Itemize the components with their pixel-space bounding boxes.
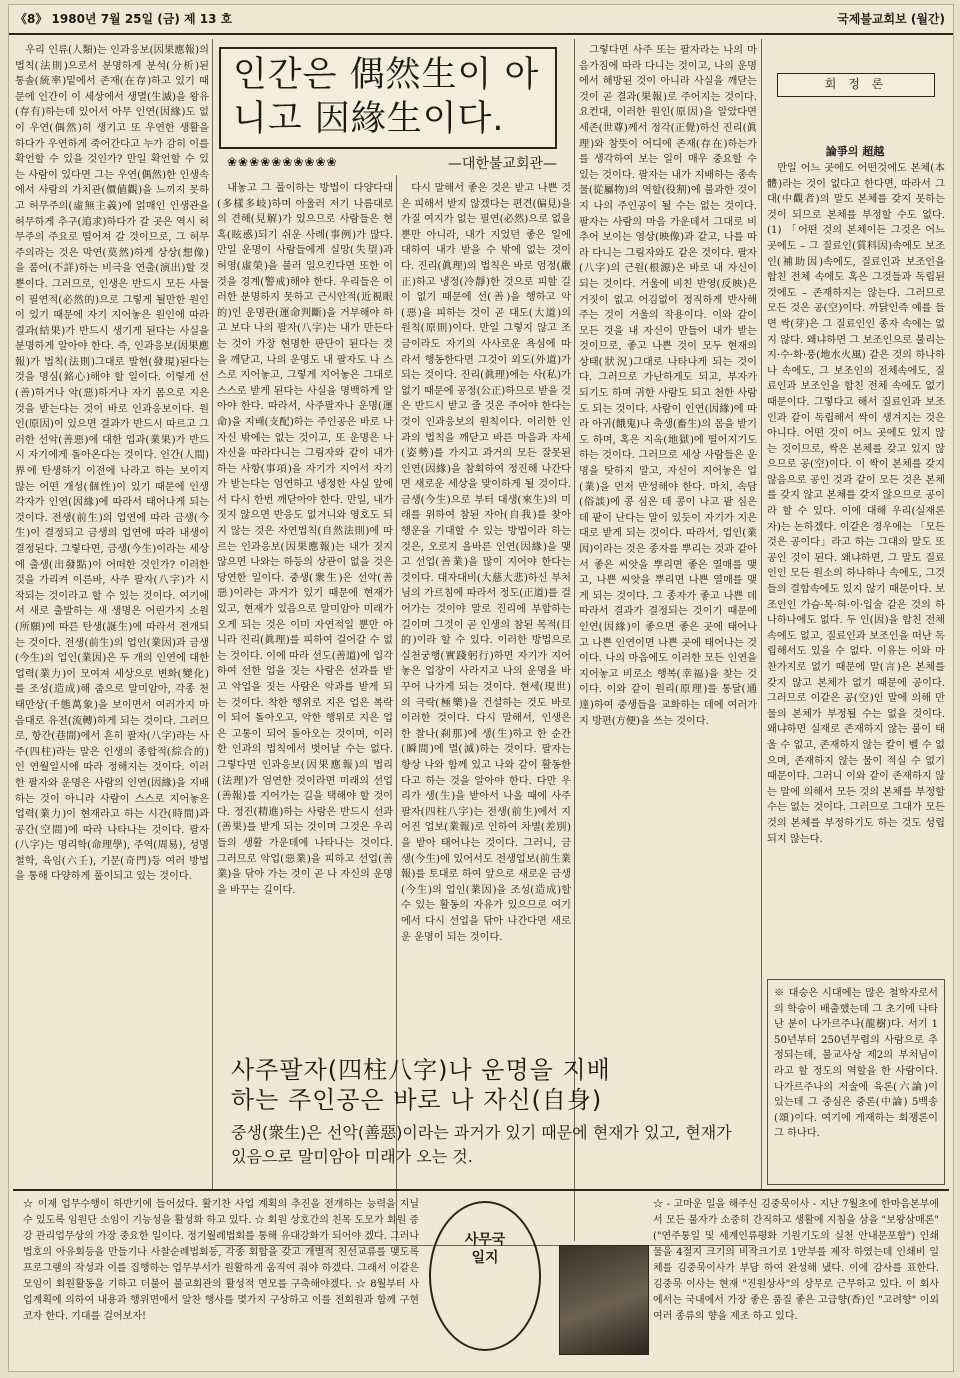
essay-column-title: 회 정 론 <box>777 73 935 97</box>
bottom-left-notes: ☆ 이제 업무수행이 하반기에 들어섰다. 활기찬 사업 계획의 추진을 전개하는 능력을 지닐 수 있도록 임원단 소임이 기능성을 활성화 하고 있다. ☆ 회원 상호간의 친목 도모가 회원 증강 관리업무상의 가장 중요한 일이다. 정기월례법회를 통해 유대강화가 되어야 겠다. 그러나 법호의 아유회등을 만들기나 사찰순례법회등, 각종 회합을 갖고 개별적 친선교류를 맺도록 프로그램의 작성과 이를 집행하는 업무부서가 원활하게 움직여 줘야 하겠다. 그래서 이같은 모임이 회원활동을 기하고 더불어 불교회관의 활성적 면모를 구축해야겠다. ☆ 8월부터 사업계획에 의하여 내용과 행위면에서 알찬 행사를 몇가지 구상하고 이를 전회원과 함께 구현코자 한다. 기대를 걸어보자! <box>23 1199 419 1322</box>
banner-headline <box>231 1055 751 1115</box>
headline-ornament: ❀❀❀❀❀❀❀❀❀❀ <box>227 155 338 169</box>
essay-text: 만일 어느 곳에도 어떤것에도 본체(本體)라는 것이 없다고 한다면, 따라서 그대(中觀者)의 말도 본체를 갖지 못하는 것이 되므로 본체를 부정할 수도 없다. (1) 「어떤 것의 본체이든 그것은 어느 곳에도 – 그 질료인(質料因)속에도 보조인(補助因)속에도, 질료인과 보조인을 합친 전체 속에도 혹은 그것들과 독립된 것에도 – 존재하지는 않는다. 그러므로 모든 것은 공(空)이다. 까닭인즉 예를 들면 싹(芽)은 그 질료인인 종자 속에는 없지 않다. 왜냐하면 그 보조인으로 불리는 지·수·화·풍(地水火風) 같은 것의 하나하나 속에도, 그 보조인의 전체속에도, 질료인과 보조인을 합친 전체 속에도 없기 때문이다. 그렇다고 해서 질료인과 보조인과 같이 독립해서 싹이 생겨지는 것은 아니다. 어떤 것이 어느 곳에도 있지 않는 것이므로, 싹은 본체를 갖고 있지 않으므로 공(空)이다. 이 싹이 본체를 갖지 않음으로 공인 것과 같이 모든 것은 본체를 갖지 않고 본체를 갖지 않으므로 공이라 할 수 있다. 이에 대해 우리(실재론자)는 논하겠다. 이같은 경우에는 「모든 것은 공이다」라고 하는 그대의 말도 또 공인 것이 된다. 왜냐하면, 그 말도 질료인인 모든 원소의 하나하나 속에도, 그것들의 결합속에도 있지 않기 때문이다. 보조인인 가슴·목·혀·이·입술 같은 것의 하나하나에도 없다. 두 인(因)을 합친 전체속에도 없고, 질료인과 보조인을 떠난 독립해서도 있을 수 없다. 이유는 이와 마찬가지로 없기 때문에 말(言)은 본체를 갖지 않고 본체가 없기 때문에 공이다. 그러므로 이같은 공(空)인 말에 의해 만물의 본체가 부정될 수는 없을 것이다. 왜냐하면 실재로 존재하지 않는 불이 태울 수 없고, 존재하지 않는 칼이 벨 수 없으며, 존재하지 않는 물이 적실 수 없기 때문이다. 그러니 이와 같이 존재하지 않는 말에 의해서 모든 것의 본체를 부정할 수는 없는 것이다. 그러므로 그대가 모든 것의 본체를 부정하기도 하는 것도 성립되지 않는다. <box>767 163 945 845</box>
banner-deck: 중생(衆生)은 선악(善惡)이라는 과거가 있기 때문에 현재가 있고, 현재가 있음으로 말미암아 미래가 오는 것. <box>231 1123 732 1166</box>
banner-line-1: 사주팔자(四柱八字)나 운명을 지배 <box>231 1056 611 1084</box>
newspaper-page <box>8 4 954 1372</box>
article-column-2-text: 내놓고 그 풀이하는 방법이 다양다대(多樣多岐)하며 아울러 저기 나름대로의 견해(見解)가 있으므로 사람들은 현혹(眩惑)되기 쉬운 사례(事例)가 많다. 만일 운명이 사람들에게 실망(失望)과 허영(虛榮)을 불러 일으킨다면 또한 이것을 경계(警戒)해야 한다. 우리들은 이러한 분명하지 못하고 근시안적(近視眼的)인 운명관(運命判斷)을 거부해야 하고 보다 나의 팔자(八字)는 내가 만든다는 것이 가장 현명한 판단이 된다는 것을 깨닫고, 나의 운명도 내 팔자도 나 스스로 지어놓고, 그렇게 지어놓은 그대로 스스로 받게 된다는 사실을 명백하게 알아야 한다. 따라서, 사주팔자나 운명(運命)을 지배(支配)하는 주인공은 바로 나 자신 밖에는 없는 것이고, 또 운명은 나 자신을 따라다니는 그림자와 같이 내가 하는 사항(事項)을 자기가 지어서 자기가 받는다는 엄연하고 냉정한 사실 앞에서 다시 한번 깨닫아야 한다. 만일, 내가 짓지 않으면 반응도 없거니와 영호도 되지 않는 것은 자연법칙(自然法則)에 따르는 인과응보(因果應報)는 내가 짓지 않으면 나와는 하등의 상관이 없을 것은 당연한 일이다. 중생(衆生)은 선악(善惡)이라는 과거가 있기 때문에 현재가 있고, 현재가 있음으로 말미암아 미래가 오게 되는 것은 이미 자연적일 뿐만 아니라 진리(眞理)를 피하여 걸어갈 수 없는 것이다. 이에 따라 선도(善道)에 입각하여 선한 업을 짓는 사람은 선과를 받고 악업을 짓는 사람은 악과를 받게 되는 것이다. 착한 행위로 지은 업은 복락이 되어 돌아오고, 악한 행위로 지은 업은 고통이 되어 돌아오는 것이며, 이러한 인과의 법칙에서 벗어날 수는 없다. 그렇다면 인과응보(因果應報)의 법리(法理)가 엄연한 것이라면 미래의 선업(善報)를 지어가는 길을 택해야 할 것이다. 정진(精進)하는 사람은 반드시 선과(善果)를 받게 되는 것이며 그것은 우리들의 생활 가운데에 나타나는 것이다. 그러므로 악업(惡業)을 피하고 선업(善業)을 닦아 가는 것이 곧 나 자신의 운명을 바꾸는 길이다. <box>217 183 393 896</box>
article-column-1-text: 우리 인류(人類)는 인과응보(因果應報)의 법칙(法則)으로서 분명하게 분석(分析)된 통솔(統率)밑에서 존재(在存)하고 있기 때문에 인간이 이 세상에서 생멸(生滅)을 왕유(存有)하는데 있어서 아무 인연(因緣)도 없이 우연(偶然)히 생기고 또 우연한 생활을 하다가 우연하게 죽어간다고 누가 감히 이를 확언할 수 있을 것인가? 만일 확언할 수 있는 사람이 있다면 그는 우연(偶然)한 인생속에서 사람의 가치관(價値觀)을 느끼지 못하고 허무주의(虛無主義)에 얽매인 인생관을 허무하게 추구(追求)하다가 갈 곳은 역시 허무주의 주요로 떨어져 갈 것이므로, 그 허무주의라는 것은 막연(莫然)하게 상상(想像)을 품어(不詳)하는 비극을 연출(演出)할 것 뿐이다. 그러므로, 인생은 반드시 모든 사물이 필연적(必然的)으로 그렇게 될만한 원인이 있기 때문에 자기 지어놓은 원인에 따라 결과(結果)가 반드시 생기게 된다는 사실을 분명하게 알아야 한다. 즉, 인과응보(因果應報)가 법칙(法則)그대로 발현(發現)된다는 것을 명심(銘心)해야 할 일이다. 이렇게 선(善)하거나 악(惡)하거나 자기 몸으로 지은 것을 받는다는 것이 바로 인과응보이다. 원인(原因)이 있으면 결과가 반드시 따르고 그러한 선악(善惡)에 대한 업과(業果)가 반드시 자기에게 돌아온다는 것이다. 인간(人間)界에 탄생하기 이전에 나라고 하는 보이지 않는 어떤 개성(個性)이 있기 때문에 인생 각자가 인연(因緣)에 따라서 태어나게 되는 것이다. 전생(前生)의 업연에 따라 금생(今生)이 결정되고 금생의 업연에 따라 내생이 결정된다. 그렇다면, 금생(今生)이라는 세상에 출생(出發點)이 어떠한 것인가? 이러한 것을 가리켜 이른바, 사주 팔자(八字)가 시작되는 것이라고 할 수 있는 것이다. 여기에서 새로 출발하는 새 생명은 어린가지 소원(所願)에 따른 탄생(誕生)에 따라서 전개되는 것이다. 전생(前生)의 업인(業因)과 금생(今生)의 업인(業因)은 두 개의 인연에 대한 업력(業力)이 모여져 세상으로 변화(變化)를 조성(造成)해 줌으로 말미암아, 각종 천태만상(千態萬象)을 보이면서 여러가지 마음대로 유전(流轉)하게 되는 것이다. 그러므로, 항간(巷間)에서 흔히 팔자(八字)라는 사주(四柱)라는 말은 인생의 종합적(綜合的)인 연월일시에 따라 정해지는 것이다. 이러한 팔자와 운명은 사람의 인연(因緣)을 지배하는 것이 아니라 사람이 스스로 지어놓은 업력(業力)이 현재라고 하는 시간(時間)과 공간(空間)에 따라 나타나는 것이다. 팔자(八字)는 명리학(命理學), 주역(周易), 성명철학, 육임(六壬), 기문(奇門)등 여러 방법을 통해 다양하게 풀이되고 있는 것이다. <box>15 45 209 883</box>
headline-line-2: 니고 因緣生이다. <box>233 99 505 139</box>
masthead-issue-info: 《8》 1980년 7월 25일 (금) 제 13 호 <box>15 12 233 26</box>
essay-subtitle: 論爭의 超越 <box>825 145 885 158</box>
column-divider <box>212 39 213 1189</box>
editor-note-box <box>767 979 945 1185</box>
essay-column <box>767 161 945 971</box>
office-diary-emblem: 사무국일지 <box>429 1201 541 1351</box>
photo-float-spacer <box>557 1243 653 1359</box>
article-column-1 <box>15 43 209 1179</box>
bottom-right-notes <box>557 1197 939 1361</box>
article-byline: —대한불교회관— <box>447 156 557 172</box>
headline-line-1: 인간은 偶然生이 아 <box>233 55 540 95</box>
article-column-3-text: 다시 말해서 좋은 것은 받고 나쁜 것은 피해서 받지 않겠다는 편견(偏見)을 가질 여지가 없는 필연(必然)으로 없을 뿐만 아니라, 내가 지었던 좋은 일에 대하여 내가 받을 수 밖에 없는 것이다. 진리(眞理)의 법칙은 바로 엄정(嚴正)하고 냉정(冷靜)한 것으로 피할 길이 없기 때문에 선(善)을 행하고 악(惡)을 피하는 것이 곧 대도(大道)의 원칙(原則)이다. 만일 그렇지 않고 조금이라도 자기의 사사로운 욕심에 따라서 행동한다면 그것이 외도(外道)가 되는 것이다. 진리(眞理)에는 사(私)가 없기 때문에 공정(公正)하므로 받을 것은 반드시 받고 줄 것은 주어야 한다는 것이 인과응보의 원칙이다. 이러한 인과의 법칙을 깨닫고 바른 마음과 자세(姿勢)를 가지고 과거의 모든 잘못된 인연(因緣)을 참회하여 정진해 나간다면 새로운 세상을 맞이하게 될 것이다. 금생(今生)으로 부터 대생(來生)의 미래를 위하여 참된 자아(自我)를 찾아 행운을 기대할 수 있는 방법이라 하는 것은, 오로지 올바른 인연(因緣)을 맺고 선업(善業)을 많이 지어야 한다는 것이다. 대자대비(大慈大悲)하신 부처님의 가르침에 따라서 정도(正道)를 걸어가는 것이야 말로 진리에 부합하는 길이며 그것이 곧 인생의 참된 목적(目的)이라 할 수 있다. 이러한 방법으로 실천궁행(實踐躬行)하면 자기가 지어놓은 업장이 사라지고 나의 운명을 바꾸어 나가게 되는 것이다. 현세(現世)의 극락(極樂)을 건설하는 것도 바로 이러한 것이다. 다시 말해서, 인생은 한 찰나(刹那)에 생(生)하고 한 순간(瞬間)에 멸(滅)하는 것이다. 팔자는 항상 나와 함께 있고 나와 같이 활동한다고 하는 것을 알아야 한다. 다만 우리가 생(生)을 받아서 나올 때에 사주팔자(四柱八字)는 전생(前生)에서 지어진 업보(業報)로 인하여 차별(差別)을 받아 태어나는 것이다. 그러니, 금생(今生)에 있어서도 전생업보(前生業報)를 토대로 하여 앞으로 새로운 금생(今生)의 업인(業因)을 조성(造成)할 수 있는 활동의 자유가 있으므로 여기에서 다시 선업을 닦아 나간다면 새로운 운명이 되는 것이다. <box>401 183 571 943</box>
headline-box <box>219 47 557 149</box>
column-divider <box>761 39 762 1189</box>
masthead-paper-name: 국제불교회보 (월간) <box>837 12 945 26</box>
banner-line-2: 하는 주인공은 바로 나 자신(自身) <box>231 1086 603 1114</box>
bottom-divider <box>13 1189 949 1191</box>
bottom-right-text: ☆ - 고마운 일을 해주신 김중묵이사 - 지난 7월초에 한마음본부에서 모든 불자가 소중히 간직하고 생활에 지침을 삼을 "보왕삼매론"("연주통일 및 세계인류평화 기원기도의 실천 안내문포함") 인쇄물을 4절지 크기의 비작크기로 1만부를 제작 하였는데 인쇄비 일체를 김중묵이사가 부담 하여 완성해 냈다. 이에 감사를 표한다. 김중묵 이사는 현재 "진원상사"의 상무로 근무하고 있다. 이 회사에서는 국내에서 가장 좋은 품질 좋은 고급향(香)인 "고려향" 이외 여러 종류의 향을 제조 하고 있다. <box>653 1199 939 1322</box>
article-column-4-text: 그렇다면 사주 또는 팔자라는 나의 마음가짐에 따라 다니는 것이고, 나의 운명에서 해방된 것이 아니라 사실을 깨닫는 것이 곧 결과(果報)로 주어지는 것이다. 요컨대, 이러한 원인(原因)을 알았다면 세존(世尊)께서 정각(正覺)하신 진리(眞理)와 참뜻이 어디에 존재(存在)하는가를 생각하여 보는 일이 매우 중요할 수 있는 것이다. 팔자는 내가 지배하는 종속물(從屬物)의 역할(役割)에 불과한 것이지 나의 주인공이 될 수는 없는 것이다. 팔자는 사람의 마음 가운데서 그대로 비추어 보이는 영상(映像)과 같고, 나를 따라 다니는 그림자와도 같은 것이다. 팔자(八字)의 근원(根源)은 바로 내 자신이 되는 것이다. 거울에 비친 반영(反映)은 거짓이 없고 어김없이 정직하게 반사해 주는 것이 거울의 작용이다. 이와 같이 모든 것을 내 자신이 만들어 내가 받는 것이므로, 좋고 나쁜 것이 모두 현재의 상태(狀況)그대로 나타나게 되는 것이다. 그러므로 가난하게도 되고, 부자가 되기도 하며 귀한 사람도 되고 천한 사람도 되는 것이다. 사람이 인연(因緣)에 따라 아귀(餓鬼)나 축생(畜生)의 몸을 받기도 하며, 혹은 지옥(地獄)에 떨어지기도 하는 것이다. 그러므로 세상 사람들은 운명을 탓하지 말고, 자신이 지어놓은 업(業)을 먼저 반성해야 한다. 마치, 속담(俗談)에 콩 심은 데 콩이 나고 팥 심은 데 팥이 난다는 말이 있듯이 자기가 지은 대로 받게 되는 것이다. 따라서, 업인(業因)이라는 것은 종자를 뿌리는 것과 같아서 좋은 씨앗을 뿌리면 좋은 열매를 맺고, 나쁜 씨앗을 뿌리면 나쁜 열매를 맺게 되는 것이다. 그 종자가 좋고 나쁜 데 따라서 결과가 결정되는 것이기 때문에 인연(因緣)이 좋으면 좋은 곳에 태어나고 나쁜 인연이면 나쁜 곳에 태어나는 것이다. 나의 마음에도 이러한 모든 인연을 지어놓고 비로소 행복(幸福)을 찾는 것이다. 이와 같이 원리(原理)를 통달(通達)하여 중생들을 교화하는 데에 여러가지 방편(方便)을 쓰는 것이다. <box>579 45 757 727</box>
masthead <box>9 5 953 35</box>
editor-note-text: ※ 대승은 시대에는 많은 철학자로서의 학승이 배출했는데 그 초기에 나타난 분이 나가르주나(龍樹)다. 서기 150년부터 250년무렵의 사람으로 추정되는데, 불교사상 제2의 부처님이라고 할 정도의 역할을 한 사람이다. 나가르주나의 저술에 육론(六論)이 있는데 그 중심은 중론(中論) 5백송(頌)이다. 여기에 게재하는 회쟁론이 그 하나다. <box>774 988 938 1140</box>
